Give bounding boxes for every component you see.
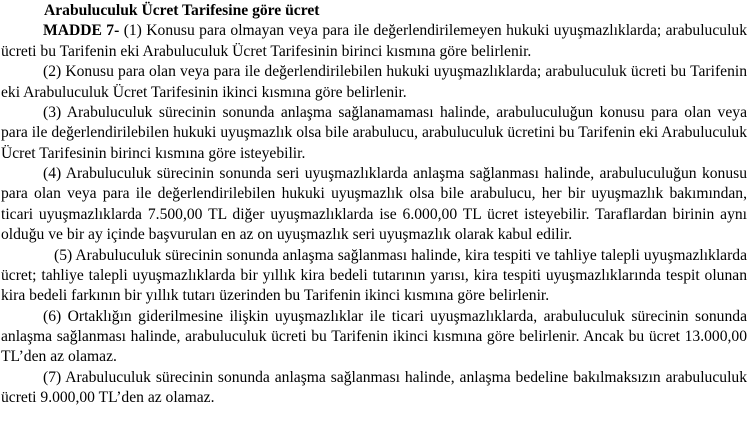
paragraph-text: (4) Arabuluculuk sürecinin sonunda seri uyuşmazlıklarda anlaşma sağlanması halinde, arabuluculuğun konusu para olan veya para ile değerlendirilebilen hukuki uyuşmazlık olsa bile arabulucu, her bir uyuşmazlık bakımından, ticari uyuşmazlıklarda 7.500,00 TL diğer uyuşmazlıklarda ise 6.000,00 TL ücret isteyebilir. Taraflardan birinin aynı olduğu ve bir ay içinde başvurulan en az on uyuşmazlık seri uyuşmazlık olarak kabul edilir. — [1, 165, 747, 244]
paragraph-text: (2) Konusu para olan veya para ile değerlendirilebilen hukuki uyuşmazlıklarda; arabuluculuk ücreti bu Tarifenin eki Arabuluculuk Ücret Tarifesinin ikinci kısmına göre belirlenir. — [1, 63, 747, 101]
paragraph-text: (3) Arabuluculuk sürecinin sonunda anlaşma sağlanamaması halinde, arabuluculuğun konusu para olan veya para ile değerlendirilebilen hukuki uyuşmazlık olsa bile arabulucu, arabuluculuk ücretini bu Tarifenin eki Arabuluculuk Ücret Tarifesinin birinci kısmına göre isteyebilir. — [1, 103, 747, 162]
article-paragraph-2 — [1, 62, 747, 103]
article-paragraph-1 — [1, 21, 747, 62]
paragraph-text: (6) Ortaklığın giderilmesine ilişkin uyuşmazlıklar ile ticari uyuşmazlıklarda, arabuluculuk sürecinin sonunda anlaşma sağlanması halinde, arabuluculuk ücreti bu Tarifenin ikinci kısmına göre belirlenir. Ancak bu ücret 13.000,00 TL’den az olamaz. — [1, 307, 747, 366]
article-paragraph-7 — [1, 368, 747, 409]
article-paragraph-5 — [1, 246, 747, 307]
paragraph-text: (5) Arabuluculuk sürecinin sonunda anlaşma sağlanması halinde, kira tespiti ve tahliye talepli uyuşmazlıklarda ücret; tahliye talepli uyuşmazlıklarda bir yıllık kira bedeli tutarının yarısı, kira tespiti uyuşmazlıklarında tespit olunan kira bedeli farkının bir yıllık tutarı üzerinden bu Tarifenin ikinci kısmına göre belirlenir. — [1, 246, 747, 305]
section-heading: Arabuluculuk Ücret Tarifesine göre ücret — [44, 2, 320, 19]
article-paragraph-3 — [1, 103, 747, 164]
article-paragraph-4 — [1, 164, 747, 246]
article-label: MADDE 7- — [43, 22, 120, 40]
article-paragraph-6 — [1, 307, 747, 368]
paragraph-text: (1) Konusu para olmayan veya para ile değerlendirilemeyen hukuki uyuşmazlıklarda; arabuluculuk ücreti bu Tarifenin eki Arabuluculuk Ücret Tarifesinin birinci kısmına göre belirlenir. — [1, 22, 747, 60]
paragraph-text: (7) Arabuluculuk sürecinin sonunda anlaşma sağlanması halinde, anlaşma bedeline bakılmaksızın arabuluculuk ücreti 9.000,00 TL’den az olamaz. — [1, 368, 747, 407]
